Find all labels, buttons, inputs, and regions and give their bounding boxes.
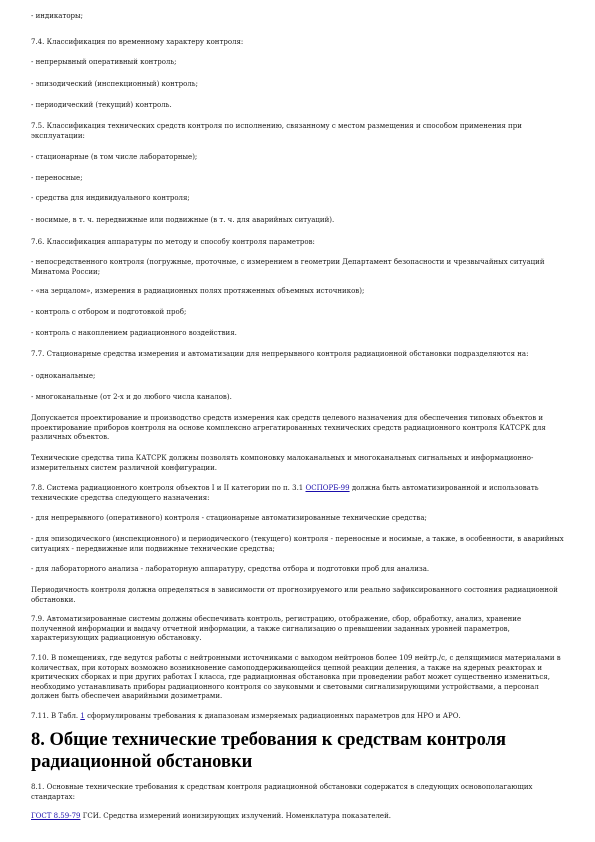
paragraph: - контроль с накоплением радиационного воздействия. bbox=[31, 329, 237, 337]
paragraph: - одноканальные; bbox=[31, 372, 96, 380]
paragraph: 7.9. Автоматизированные системы должны обеспечивать контроль, регистрацию, отображение, сбор, обработку, анализ, хранение полученной информации и выдачу отчетной информации, а также сигнализацию о превышении заданных уровней параметров, характеризующих радиационную обстановку. bbox=[31, 615, 522, 643]
paragraph: - носимые, в т. ч. передвижные или подвижные (в т. ч. для аварийных ситуаций). bbox=[31, 216, 335, 224]
paragraph: - непрерывный оперативный контроль; bbox=[31, 58, 177, 66]
paragraph-text: сформулированы требования к диапазонам измеряемых радиационных параметров для НРО и АРО. bbox=[87, 712, 461, 720]
paragraph bbox=[31, 484, 565, 503]
paragraph: 7.10. В помещениях, где ведутся работы с нейтронными источниками с выходом нейтронов более 109 нейтр./с, с делящимися материалами в количествах, при которых возможно возникновение самоподдерживающейся цепной реакции деления, а также на ядерных реакторах и критических сборках и при других работах I класса, где радиационная обстановка при проведении работ может существенно измениться, необходимо устанавливать приборы радиационного контроля со звуковыми и световыми сигнализирующими устройствами, а персонал должен быть обеспечен аварийными дозиметрами. bbox=[31, 654, 561, 701]
section-heading: 8. Общие технические требования к средствам контроля радиационной обстановки bbox=[31, 730, 506, 772]
paragraph: 7.6. Классификация аппаратуры по методу и способу контроля параметров: bbox=[31, 238, 315, 246]
paragraph: - средства для индивидуального контроля; bbox=[31, 194, 190, 202]
paragraph: - переносные; bbox=[31, 174, 83, 182]
paragraph bbox=[31, 712, 565, 722]
paragraph: 7.7. Стационарные средства измерения и автоматизации для непрерывного контроля радиационной обстановки подразделяются на: bbox=[31, 350, 529, 358]
paragraph: - индикаторы; bbox=[31, 12, 83, 20]
paragraph: 7.5. Классификация технических средств контроля по исполнению, связанному с местом размещения и способом применения при эксплуатации: bbox=[31, 122, 522, 140]
paragraph: Периодичность контроля должна определяться в зависимости от прогнозируемого или реально зафиксированного состояния радиационной обстановки. bbox=[31, 586, 558, 604]
paragraph: Допускается проектирование и производство средств измерения как средств целевого назначения для обеспечения типовых объектов и проектирование приборов контроля на основе комплексно агрегатированных технических средств радиационного контроля КАТСРК для различных объектов. bbox=[31, 414, 546, 442]
table-link[interactable]: 1 bbox=[80, 712, 85, 720]
paragraph: - стационарные (в том числе лабораторные); bbox=[31, 153, 198, 161]
paragraph: Технические средства типа КАТСРК должны позволять компоновку малоканальных и многоканальных сигнальных и информационно-измерительных систем различной конфигурации. bbox=[31, 454, 534, 472]
paragraph-text: должна быть автоматизированной и использовать технические средства следующего назначения: bbox=[31, 484, 539, 502]
paragraph-text: ГСИ. Средства измерений ионизирующих излучений. Номенклатура показателей. bbox=[82, 812, 391, 820]
paragraph: - для эпизодического (инспекционного) и периодического (текущего) контроля - переносные и носимые, а также, в особенности, в аварийных ситуациях - передвижные или подвижные технические средства; bbox=[31, 535, 564, 553]
paragraph: - эпизодический (инспекционный) контроль; bbox=[31, 80, 198, 88]
paragraph: 8.1. Основные технические требования к средствам контроля радиационной обстановки содержатся в следующих основополагающих стандартах: bbox=[31, 783, 533, 801]
paragraph-text: 7.11. В Табл. bbox=[31, 712, 79, 720]
paragraph: - непосредственного контроля (погружные, проточные, с измерением в геометрии Департамент безопасности и чрезвычайных ситуаций Минатома России; bbox=[31, 258, 545, 276]
paragraph-text: 7.8. Система радиационного контроля объектов I и II категории по п. 3.1 bbox=[31, 484, 304, 492]
paragraph: - периодический (текущий) контроль. bbox=[31, 101, 172, 109]
paragraph: - для непрерывного (оперативного) контроля - стационарные автоматизированные технические средства; bbox=[31, 514, 427, 522]
paragraph: 7.4. Классификация по временному характеру контроля: bbox=[31, 38, 244, 46]
paragraph: - многоканальные (от 2-х и до любого числа каналов). bbox=[31, 393, 232, 401]
paragraph: - контроль с отбором и подготовкой проб; bbox=[31, 308, 187, 316]
paragraph bbox=[31, 812, 565, 822]
ospb-link[interactable]: ОСПОРБ-99 bbox=[305, 484, 350, 492]
gost-link[interactable]: ГОСТ 8.59-79 bbox=[31, 812, 81, 820]
paragraph: - для лабораторного анализа - лабораторную аппаратуру, средства отбора и подготовки проб для анализа. bbox=[31, 565, 430, 573]
paragraph: - «на зерцалом», измерения в радиационных полях протяженных объемных источников); bbox=[31, 287, 365, 295]
